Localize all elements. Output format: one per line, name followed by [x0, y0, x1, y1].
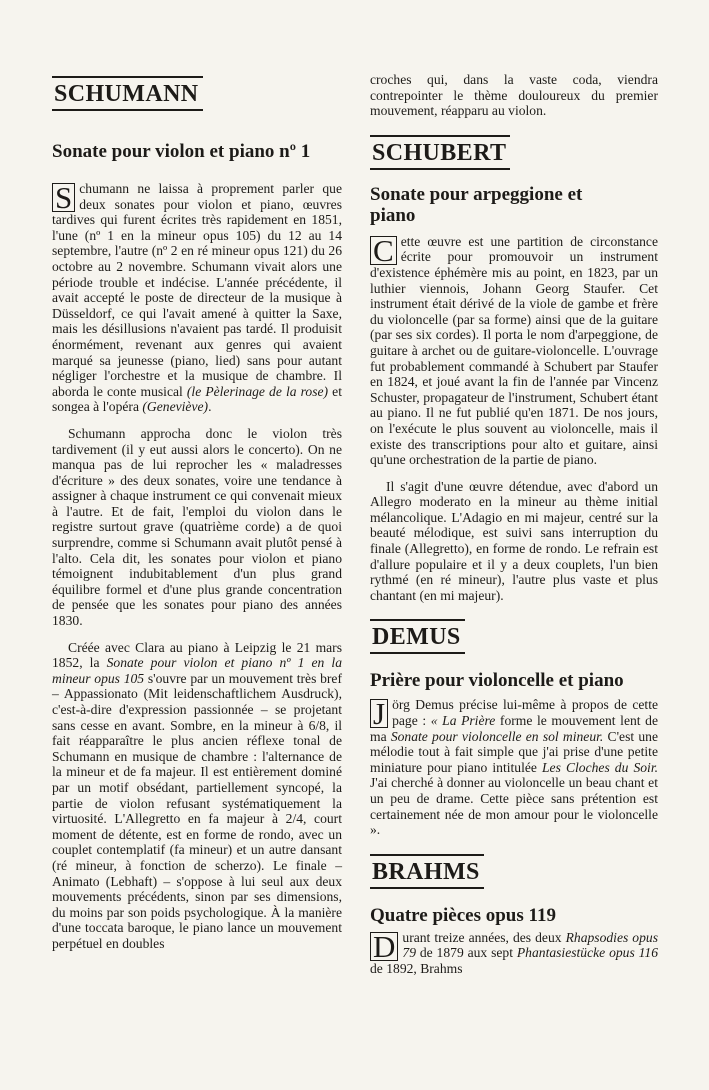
schumann-paragraph-2: Schumann approcha donc le violon très tardivement (il y eut aussi alors le concerto). On ne manqua pas de lui reprocher les « maladresses d'écriture » des deux sonates, voire une tendance à assigner à chaque instrument ce qui convenait mieux à l'autre. Et de fait, l'emploi du violon dans le registre surtout grave (quatrième corde) a de quoi surprendre, comme si Schumann avait plutôt pensé à l'alto. Cela dit, les sonates pour violon et piano témoignent indubitablement d'un plus grand équilibre formel et d'une plus grande concentration de pensée que les sonates pour piano des années 1830.	[52, 425, 342, 629]
drop-cap: D	[370, 932, 398, 961]
drop-cap: C	[370, 236, 397, 265]
brahms-heading: BRAHMS	[370, 854, 484, 889]
demus-work-title: Prière pour violoncelle et piano	[370, 670, 624, 692]
brahms-work-title: Quatre pièces opus 119	[370, 904, 556, 926]
brahms-paragraph-1: D urant treize années, des deux Rhapsodies opus 79 de 1879 aux sept Phantasiestücke opus 116 de 1892, Brahms	[370, 928, 658, 976]
schumann-paragraph-3: Créée avec Clara au piano à Leipzig le 21 mars 1852, la Sonate pour violon et piano nº 1 en la mineur opus 105 s'ouvre par un mouvement très bref – Appassionato (Mit leidenschaftlichem Ausdruck), c'est-à-dire d'expression passionnée – se projetant sans cesse en avant. Sombre, en la mineur à 6/8, il fait réapparaître le plus ancien réflexe tonal de Schumann en musique de chambre : l'alternance de la mineur et de fa majeur. Il est entièrement dominé par un motif obsédant, partiellement syncopé, la partie de violon refusant systématiquement la virtuosité. L'Allegretto en fa majeur à 2/4, court moment de détente, est en forme de rondo, avec un couplet contemplatif (fa mineur) et un autre dansant (ré mineur, à fonction de scherzo). Le finale – Animato (Lebhaft) – s'oppose à lui seul aux deux mouvements précédents, sinon par ses dimensions, du moins par son poids psychologique. À la manière d'une toccata baroque, le piano lance un mouvement perpétuel en doubles	[52, 639, 342, 951]
left-column	[52, 0, 342, 952]
demus-paragraph-1: J örg Demus précise lui-même à propos de cette page : « La Prière forme le mouvement lent de ma Sonate pour violoncelle en sol mineur. C'est une mélodie tout à fait simple que j'ai prise d'une petite miniature pour piano intitulée Les Cloches du Soir. J'ai cherché à donner au violoncelle un beau chant et un peu de drame. Cette pièce sans prétention est certainement née de mon amour pour le violoncelle ».	[370, 696, 658, 838]
drop-cap: S	[52, 183, 75, 212]
schumann-paragraph-1: S chumann ne laissa à proprement parler que deux sonates pour violon et piano, œuvres tardives qui furent écrites très rapidement en 1851, l'une (nº 1 en la mineur opus 105) du 12 au 14 septembre, l'autre (nº 2 en ré mineur opus 121) du 26 octobre au 2 novembre. Schumann vivait alors une période trouble et indécise. L'année précédente, il avait accepté le poste de directeur de la musique à Düsseldorf, ce qui l'avait amené à quitter la Saxe, mais les désillusions n'avaient pas tardé. Il produisit énormément, revenant aux genres qui avaient marqué sa jeunesse (piano, lied) sans pour autant négliger l'orchestre et la musique de chambre. Il aborda le conte musical (le Pèlerinage de la rose) et songea à l'opéra (Geneviève).	[52, 180, 342, 415]
right-column	[370, 0, 658, 977]
schubert-paragraph-2: Il s'agit d'une œuvre détendue, avec d'abord un Allegro moderato en la mineur au thème initial mélancolique. L'Adagio en mi majeur, centré sur la beauté mélodique, est suivi sans interruption du finale (Allegretto), en forme de rondo. Le refrain est d'allure populaire et il y a deux couplets, l'un bien rythmé (en ré mineur), l'autre plus vaste et plus chantant (en mi majeur).	[370, 478, 658, 603]
schumann-heading: SCHUMANN	[52, 76, 203, 111]
schubert-paragraph-1: C ette œuvre est une partition de circonstance écrite pour promouvoir un instrument d'existence éphémère mis au point, en 1823, par un luthier viennois, Johann Georg Staufer. Cet instrument était dérivé de la viole de gambe et frère du violoncelle (par sa forme) ainsi que de la guitare (par ses six cordes). Il porta le nom d'arpeggione, de guitare à archet ou de guitare-violoncelle. L'ouvrage fut probablement commandé à Schubert par Staufer en 1824, et joué avant la fin de l'année par Vincenz Schuster, propagateur de l'instrument, Schubert étant au piano. Il ne fut publié qu'en 1871. De nos jours, on l'exécute le plus souvent au violoncelle, mais il existe des transcriptions pour alto et guitare, ainsi qu'une orchestration de la partie de piano.	[370, 232, 658, 468]
schubert-heading: SCHUBERT	[370, 135, 510, 170]
drop-cap: J	[370, 699, 388, 728]
schumann-work-title: Sonate pour violon et piano nº 1	[52, 141, 311, 162]
schubert-work-title: Sonate pour arpeggione et piano	[370, 183, 583, 226]
demus-heading: DEMUS	[370, 619, 465, 654]
schumann-paragraph-3-continued: croches qui, dans la vaste coda, viendra contrepointer le thème douloureux du premier mouvement, réapparu au violon.	[370, 72, 658, 119]
